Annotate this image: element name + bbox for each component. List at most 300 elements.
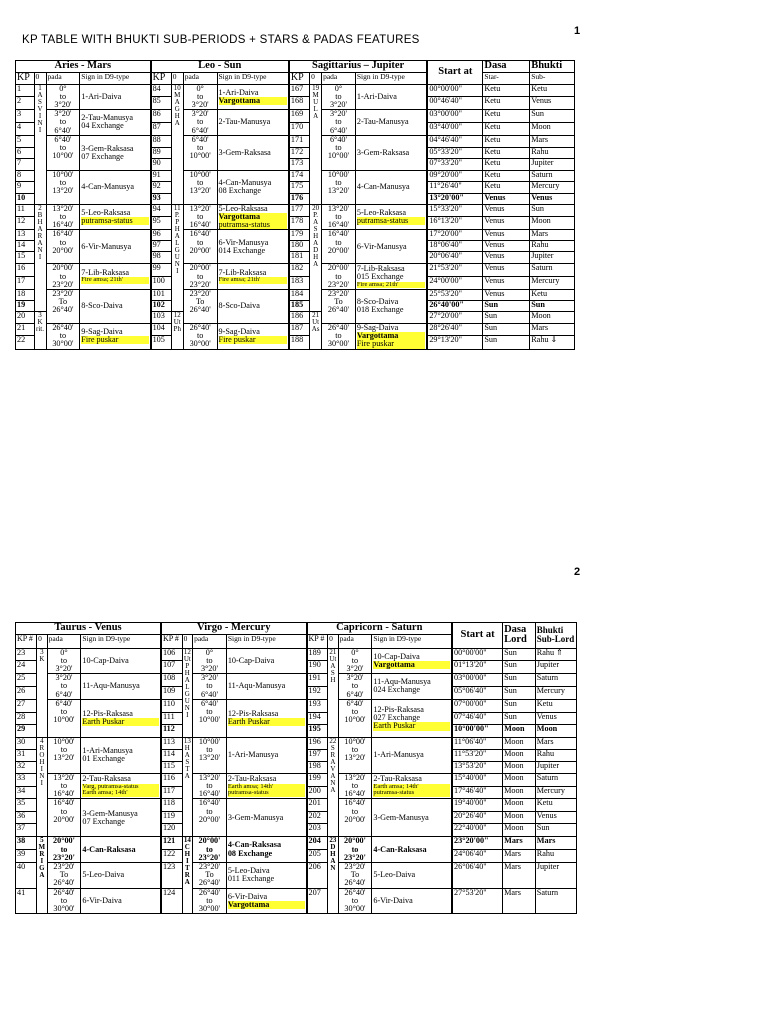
cell-line: R xyxy=(184,871,190,880)
cell-line: 13°20' xyxy=(53,753,75,763)
bhukti-sublord: Venus xyxy=(530,193,575,204)
cell-line: 7-Lib-Raksasa xyxy=(356,264,405,274)
dasa-lord: Sun xyxy=(483,300,530,311)
sign-d9-type xyxy=(81,737,161,773)
cell-line: 19 xyxy=(312,84,320,92)
kp-number: 92 xyxy=(151,181,172,193)
cell-line: 6-Vir-Daiva xyxy=(82,895,122,905)
bhukti-sublord: Jupiter xyxy=(535,761,576,773)
kp-col-header: KP xyxy=(16,72,35,84)
kp-number: 201 xyxy=(307,799,328,812)
dasa-lord: Venus xyxy=(483,204,530,216)
kp-number: 91 xyxy=(151,170,172,181)
degree-range xyxy=(322,264,356,290)
cell-line: S xyxy=(330,668,335,677)
cell-line: A xyxy=(37,238,43,247)
cell-line: N xyxy=(39,771,45,780)
cell-line: Vargottama xyxy=(219,97,287,105)
kp-col-header: KP # xyxy=(16,634,37,648)
sign-d9-type xyxy=(226,699,306,737)
kp-number: 172 xyxy=(289,147,310,158)
cell-line: Earth amsa; 14th' xyxy=(228,784,305,791)
cell-line: to xyxy=(60,744,68,754)
cell-line: M xyxy=(174,90,181,99)
kp-number: 193 xyxy=(307,699,328,712)
cell-line: 23°20' xyxy=(52,289,74,298)
start-at-value: 15°33'20" xyxy=(427,204,483,216)
kp-number: 204 xyxy=(307,837,328,850)
kp-number: 108 xyxy=(161,674,182,687)
start-at-value: 28°26'40" xyxy=(427,323,483,335)
dasa-header: Dasa xyxy=(483,61,530,73)
sign-d9-type xyxy=(80,110,151,136)
kp-number: 105 xyxy=(151,336,172,349)
cell-line: 3°20' xyxy=(54,99,72,109)
bhukti-sublord: Venus xyxy=(535,712,576,724)
sign-d9-type xyxy=(355,264,427,290)
kp-number: 15 xyxy=(16,252,35,264)
start-at-value: 26°06'40" xyxy=(452,862,503,888)
table-row xyxy=(16,170,575,181)
cell-line: putramsa-status xyxy=(219,221,287,229)
cell-line: G xyxy=(174,104,180,113)
cell-line: 10°00' xyxy=(53,737,75,746)
kp-number: 123 xyxy=(161,862,182,888)
sign-d9-col-header: Sign in D9-type xyxy=(217,72,289,84)
cell-line: 9-Sag-Daiva xyxy=(81,327,123,337)
cell-line: 3-Gem-Manusya xyxy=(82,808,138,818)
cell-line: K xyxy=(39,654,45,663)
table-row xyxy=(16,837,577,850)
degree-range xyxy=(193,648,227,674)
kp-number: 103 xyxy=(151,311,172,323)
kp-number: 26 xyxy=(16,686,37,699)
cell-line: As xyxy=(311,324,320,333)
nakshatra-letters xyxy=(182,837,193,914)
table-row xyxy=(16,135,575,147)
cell-line: H xyxy=(184,850,191,859)
cell-line: 16°40' xyxy=(327,220,350,230)
kp-number: 22 xyxy=(16,336,35,349)
cell-line: 3°20' xyxy=(191,109,209,119)
degree-range xyxy=(46,289,80,323)
cell-line: 3-Gem-Manusya xyxy=(373,812,429,822)
cell-line: 23°20' xyxy=(53,852,75,862)
cell-line: 30°00' xyxy=(327,339,350,349)
kp-number: 85 xyxy=(151,97,172,110)
degree-range xyxy=(183,204,217,230)
start-at-value: 11°06'40" xyxy=(452,737,503,749)
nakshatra-letters xyxy=(171,311,183,349)
bhukti-sublord: Jupiter xyxy=(535,661,576,674)
kp-number: 188 xyxy=(289,336,310,349)
nakshatra-letters xyxy=(34,204,46,311)
cell-line: I xyxy=(176,266,179,275)
cell-line: to xyxy=(196,211,204,221)
kp-number: 207 xyxy=(307,888,328,914)
cell-line: 23°20' xyxy=(198,862,221,871)
cell-line: Earth Puskar xyxy=(228,718,305,726)
cell-line: 20°00' xyxy=(53,836,75,846)
cell-line: 6-Vir-Manusya xyxy=(356,241,407,251)
degree-range xyxy=(338,888,372,914)
kp-number: 89 xyxy=(151,147,172,158)
cell-line: 2-Tau-Raksasa xyxy=(373,774,422,784)
cell-line: 23°20' xyxy=(198,852,221,862)
kp-number: 12 xyxy=(16,216,35,229)
cell-line: A xyxy=(313,217,319,226)
pada-col-header: pada xyxy=(338,634,372,648)
nakshatra-letters xyxy=(171,84,183,204)
cell-line: 0° xyxy=(334,84,343,93)
cell-line: 21 xyxy=(312,311,320,319)
start-at-value: 17°46'40" xyxy=(452,786,503,799)
sign-header-taurus: Taurus - Venus xyxy=(16,623,161,635)
kp-number: 100 xyxy=(151,276,172,289)
cell-line: to xyxy=(206,744,213,754)
cell-line: U xyxy=(313,97,319,106)
cell-line: 20 xyxy=(312,204,320,212)
start-at-value: 00°00'00" xyxy=(452,648,503,661)
kp-number: 198 xyxy=(307,761,328,773)
bhukti-sublord: Jupiter xyxy=(530,158,575,170)
kp-number: 185 xyxy=(289,300,310,311)
kp-number: 9 xyxy=(16,181,35,193)
nakshatra-letters xyxy=(310,311,322,349)
nakshatra-letters xyxy=(328,837,339,914)
start-at-value: 27°20'00" xyxy=(427,311,483,323)
kp-number: 107 xyxy=(161,661,182,674)
kp-number: 25 xyxy=(16,674,37,687)
kp-col-header: KP xyxy=(289,72,310,84)
table-row xyxy=(16,110,575,123)
degree-range xyxy=(46,84,80,110)
cell-line: I xyxy=(40,857,44,866)
nakshatra-letters xyxy=(182,648,193,737)
sign-d9-col-header: Sign in D9-type xyxy=(80,72,151,84)
cell-line: to xyxy=(335,271,342,281)
nakshatra-letters xyxy=(34,84,46,204)
degree-range xyxy=(47,699,81,737)
kp-number: 186 xyxy=(289,311,310,323)
degree-range xyxy=(322,135,356,170)
pada-col-header: pada xyxy=(322,72,356,84)
degree-range xyxy=(47,737,81,773)
cell-line: V xyxy=(330,764,336,773)
cell-line: 20°00' xyxy=(52,263,74,273)
cell-line: 11 xyxy=(173,204,181,212)
kp-number: 17 xyxy=(16,276,35,289)
cell-line: 13°20' xyxy=(189,204,211,213)
cell-line: 04 Exchange xyxy=(81,121,124,131)
cell-line: 10°00' xyxy=(344,737,366,746)
cell-line: A xyxy=(330,661,336,670)
dasa-lord: Mars xyxy=(503,850,536,863)
cell-line: 23 xyxy=(329,836,337,845)
degree-range xyxy=(193,737,227,773)
cell-line: 6-Vir-Manusya xyxy=(81,241,132,251)
cell-line: T xyxy=(185,764,190,773)
bhukti-sublord: Mars xyxy=(535,837,576,850)
cell-line: 16°40' xyxy=(52,229,74,239)
kp-number: 115 xyxy=(161,761,182,773)
kp-number: 111 xyxy=(161,712,182,724)
kp-number: 21 xyxy=(16,323,35,335)
cell-line: 21 xyxy=(329,648,337,656)
zero-col-header: 0 xyxy=(37,634,48,648)
dasa-lord: Venus xyxy=(483,241,530,252)
dasa-lord: Ketu xyxy=(483,181,530,193)
sign-d9-col-header: Sign in D9-type xyxy=(355,72,427,84)
sign-d9-type xyxy=(80,170,151,204)
kp-table-page-2 xyxy=(15,622,577,914)
kp-number: 96 xyxy=(151,230,172,241)
cell-line: 10°00' xyxy=(327,170,350,179)
cell-line: 20°00' xyxy=(198,836,221,846)
cell-line: S xyxy=(313,224,318,233)
degree-range xyxy=(46,204,80,230)
kp-number: 99 xyxy=(151,264,172,276)
kp-number: 7 xyxy=(16,158,35,170)
page-title: KP TABLE WITH BHUKTI SUB-PERIODS + STARS & PADAS FEATURES xyxy=(22,34,420,46)
cell-line: to xyxy=(335,331,342,341)
cell-line: To xyxy=(58,297,68,307)
cell-line: 9-Sag-Daiva xyxy=(218,327,260,337)
cell-line: 018 Exchange xyxy=(356,305,404,315)
table-row xyxy=(16,699,577,712)
cell-line: A xyxy=(37,224,43,233)
bhukti-sublord: Mercury xyxy=(530,181,575,193)
cell-line: Ut xyxy=(173,317,181,326)
kp-number: 27 xyxy=(16,699,37,712)
start-at-value: 13°20'00" xyxy=(427,193,483,204)
kp-number: 171 xyxy=(289,135,310,147)
pada-col-header: pada xyxy=(183,72,217,84)
cell-line: G xyxy=(184,689,190,698)
bhukti-sublord: Sun xyxy=(530,300,575,311)
dasa-lord: Venus xyxy=(483,216,530,229)
cell-line: Fire amsa; 21th' xyxy=(81,277,148,284)
start-at-value: 03°00'00" xyxy=(452,674,503,687)
cell-line: Ut xyxy=(329,654,337,663)
sign-d9-type xyxy=(80,289,151,323)
kp-table-page-1 xyxy=(15,60,575,350)
cell-line: 13°20' xyxy=(198,773,221,782)
table-row xyxy=(16,737,577,749)
start-at-value: 23°20'00" xyxy=(452,837,503,850)
cell-line: N xyxy=(184,703,190,712)
degree-range xyxy=(183,323,217,349)
cell-line: 9-Sag-Daiva xyxy=(356,323,399,332)
dasa-lord: Sun xyxy=(503,699,536,712)
cell-line: 16°40' xyxy=(53,798,75,808)
cell-line: Ph xyxy=(173,324,181,333)
dasa-lord: Ketu xyxy=(483,158,530,170)
kp-number: 93 xyxy=(151,193,172,204)
sign-d9-type xyxy=(226,737,306,773)
cell-line: 16°40' xyxy=(198,789,221,799)
sign-d9-type xyxy=(80,84,151,110)
bhukti-header: Bhukti xyxy=(530,61,575,73)
cell-line: 10°00' xyxy=(53,715,75,725)
dasa-lord: Sun xyxy=(503,674,536,687)
cell-line: 2-Tau-Manusya xyxy=(356,117,409,127)
sign-d9-type xyxy=(80,135,151,170)
cell-line: to xyxy=(59,211,67,221)
cell-line: 0° xyxy=(351,648,359,657)
bhukti-sublord: Rahu xyxy=(530,241,575,252)
start-at-value: 07°33'20" xyxy=(427,158,483,170)
kp-col-header: KP # xyxy=(307,634,328,648)
bhukti-sublord: Venus xyxy=(530,97,575,110)
cell-line: putramsa-status xyxy=(228,790,305,797)
cell-line: 11-Aqu-Manusya xyxy=(373,677,431,687)
dasa-lord: Sun xyxy=(483,323,530,335)
cell-line: I xyxy=(38,125,42,134)
cell-line: 26°40' xyxy=(327,323,350,332)
dasa-lord: Venus xyxy=(483,289,530,300)
bhukti-sublord: Mercury xyxy=(535,686,576,699)
cell-line: Ut xyxy=(183,654,191,663)
start-at-value: 16°13'20" xyxy=(427,216,483,229)
cell-line: 6°40' xyxy=(200,699,218,708)
cell-line: 10°00' xyxy=(189,151,211,161)
kp-number: 202 xyxy=(307,812,328,824)
kp-number: 2 xyxy=(16,97,35,110)
sign-d9-type xyxy=(355,323,427,349)
cell-line: A xyxy=(184,878,190,887)
kp-number: 197 xyxy=(307,749,328,761)
cell-line: 5-Leo-Daiva xyxy=(373,870,416,880)
cell-line: 12 xyxy=(183,648,191,656)
cell-line: 12-Pis-Raksasa xyxy=(373,704,424,714)
kp-number: 124 xyxy=(161,888,182,914)
cell-line: A xyxy=(330,857,336,866)
bhukti-sublord: Jupiter xyxy=(530,252,575,264)
start-at-value: 25°53'20" xyxy=(427,289,483,300)
cell-line: 10-Cap-Daiva xyxy=(373,651,420,661)
cell-line: 3°20' xyxy=(55,663,73,673)
dasa-lord: Mars xyxy=(503,862,536,888)
cell-line: to xyxy=(60,806,68,816)
kp-number: 182 xyxy=(289,264,310,276)
dasa-lord: Sun xyxy=(503,686,536,699)
cell-line: To xyxy=(59,870,69,880)
cell-line: A xyxy=(184,771,190,780)
cell-line: Fire amsa; 21th' xyxy=(357,282,425,289)
dasa-lord: Moon xyxy=(503,737,536,749)
bhukti-sublord: Sun xyxy=(535,824,576,837)
cell-line: 1 xyxy=(38,84,42,92)
cell-line: N xyxy=(174,259,180,268)
cell-line: 26°40' xyxy=(52,305,74,315)
nakshatra-letters xyxy=(171,204,183,311)
sign-d9-type xyxy=(217,110,289,136)
dasa-lord: Mars xyxy=(503,837,536,850)
cell-line: P. xyxy=(313,210,319,219)
start-at-value: 29°13'20" xyxy=(427,336,483,349)
cell-line: 13°20' xyxy=(52,204,74,213)
start-at-value: 22°40'00" xyxy=(452,824,503,837)
kp-number: 121 xyxy=(161,837,182,850)
cell-line: 3°20' xyxy=(54,109,72,119)
cell-line: 23°20' xyxy=(327,279,350,289)
cell-line: N xyxy=(37,245,43,254)
cell-line: T xyxy=(184,864,190,873)
cell-line: 5-Leo-Raksasa xyxy=(356,207,406,217)
cell-line: to xyxy=(335,91,342,101)
sign-d9-type xyxy=(80,230,151,264)
kp-number: 194 xyxy=(307,712,328,724)
cell-line: 20°00' xyxy=(52,245,74,255)
cell-line: 16°40' xyxy=(327,229,350,239)
degree-range xyxy=(338,862,372,888)
sign-d9-type xyxy=(217,323,289,349)
bhukti-sublord: Mars xyxy=(535,737,576,749)
zero-col-header: 0 xyxy=(310,72,322,84)
kp-number: 120 xyxy=(161,824,182,837)
dasa-lord: Mars xyxy=(503,888,536,914)
dasa-lord: Ketu xyxy=(483,123,530,135)
dasa-lord: Ketu xyxy=(483,97,530,110)
dasa-lord-header: Dasa Lord xyxy=(503,623,536,649)
kp-number: 94 xyxy=(151,204,172,216)
pada-col-header: pada xyxy=(47,634,81,648)
cell-line: 3°20' xyxy=(346,663,364,673)
kp-number: 106 xyxy=(161,648,182,661)
degree-range xyxy=(193,888,227,914)
degree-range xyxy=(193,674,227,700)
start-at-value: 03°40'00" xyxy=(427,123,483,135)
dasa-lord: Ketu xyxy=(483,170,530,181)
cell-line: 14 xyxy=(183,836,191,845)
table-row xyxy=(16,674,577,687)
cell-line: I xyxy=(185,857,189,866)
cell-line: Earth Puskar xyxy=(373,722,450,730)
cell-line: putramsa-status xyxy=(373,790,450,797)
start-at-value: 07°00'00" xyxy=(452,699,503,712)
start-at-value: 20°26'40" xyxy=(452,812,503,824)
nakshatra-letters xyxy=(310,204,322,311)
cell-line: Vargottama xyxy=(219,213,287,221)
bhukti-sublord: Sun xyxy=(530,204,575,216)
degree-range xyxy=(193,837,227,863)
cell-line: 2-Tau-Manusya xyxy=(81,113,133,123)
cell-line: 26°40' xyxy=(189,323,211,332)
cell-line: 4 xyxy=(40,737,44,745)
cell-line: H xyxy=(330,850,336,859)
cell-line: 20°00' xyxy=(327,245,350,255)
bhukti-sublord: Saturn xyxy=(535,773,576,786)
sub-subheader: Sub- xyxy=(530,72,575,84)
sign-d9-type xyxy=(372,773,452,799)
start-at-value: 00°46'40" xyxy=(427,97,483,110)
cell-line: 2-Tau-Manusya xyxy=(218,117,271,127)
nakshatra-letters xyxy=(182,737,193,837)
sign-d9-type xyxy=(80,204,151,230)
nakshatra-letters xyxy=(328,737,339,837)
sign-d9-type xyxy=(372,648,452,674)
sign-d9-type xyxy=(81,773,161,799)
dasa-lord: Ketu xyxy=(483,110,530,123)
cell-line: to xyxy=(335,142,342,152)
cell-line: to xyxy=(60,655,68,665)
cell-line: 4-Can-Manusya xyxy=(218,178,272,188)
degree-range xyxy=(338,699,372,737)
dasa-lord: Moon xyxy=(503,773,536,786)
dasa-lord: Sun xyxy=(503,661,536,674)
degree-range xyxy=(322,230,356,264)
